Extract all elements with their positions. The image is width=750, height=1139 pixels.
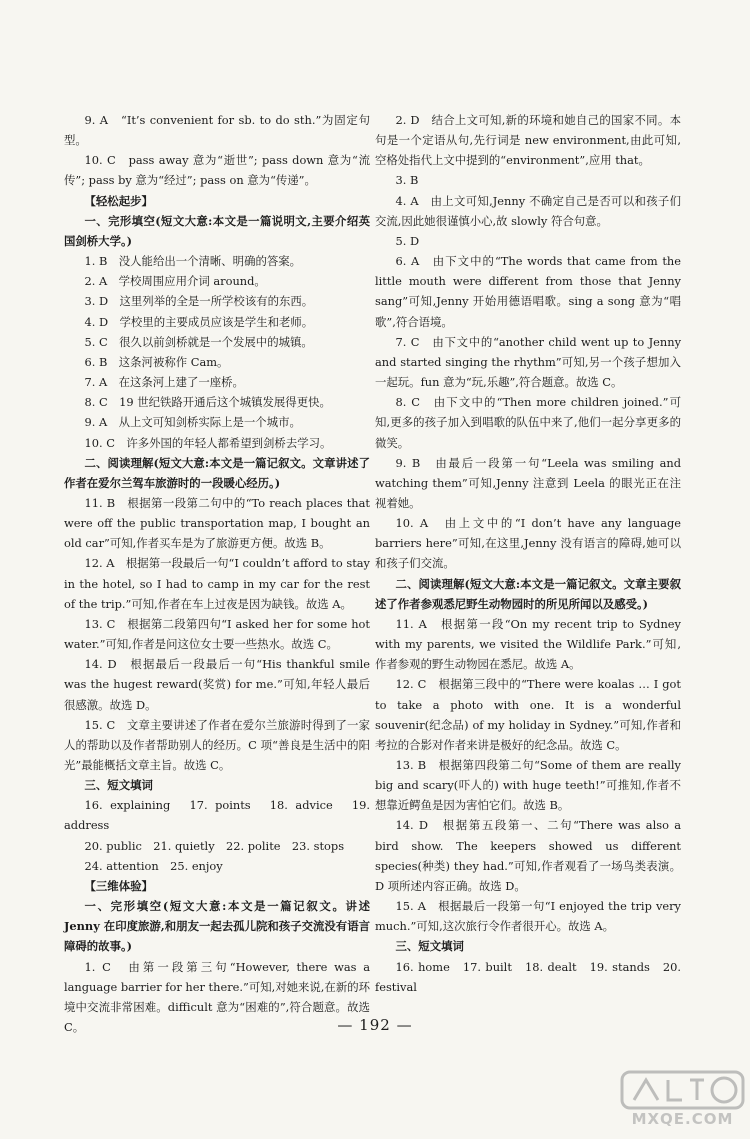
watermark-logo-mark bbox=[620, 1070, 745, 1110]
answer-paragraph: 5. D bbox=[395, 233, 420, 248]
answer-paragraph: 20. public 21. quietly 22. polite 23. stops bbox=[84, 838, 345, 853]
section-heading: 一、完形填空(短文大意:本文是一篇记叙文。讲述 Jenny 在印度旅游,和朋友一起去孤儿院和孩子交流没有语言障碍的故事。) bbox=[64, 899, 370, 954]
answer-paragraph: 10. C pass away 意为“逝世”; pass down 意为“流传”; pass by 意为“经过”; pass on 意为“传递”。 bbox=[64, 153, 370, 188]
answer-paragraph: 4. A 由上文可知,Jenny 不确定自己是否可以和孩子们交流,因此她很谨慎小心,故 slowly 符合句意。 bbox=[375, 193, 681, 228]
answer-paragraph: 7. A 在这条河上建了一座桥。 bbox=[84, 375, 244, 390]
section-heading: 【三维体验】 bbox=[84, 878, 153, 893]
answer-paragraph: 1. C 由第一段第三句“However, there was a language barrier for her there.”可知,对她来说,在新的环境中交流非常困难。difficult 意为“困难的”,符合题意。故选 C。 bbox=[64, 959, 370, 1035]
section-heading: 三、短文填词 bbox=[395, 939, 464, 954]
answer-paragraph: 16. home 17. built 18. dealt 19. stands 20. festival bbox=[375, 959, 681, 994]
right-column bbox=[375, 110, 681, 997]
answer-paragraph: 5. C 很久以前剑桥就是一个发展中的城镇。 bbox=[84, 334, 313, 349]
section-heading: 二、阅读理解(短文大意:本文是一篇记叙文。文章主要叙述了作者参观悉尼野生动物园时的所见所闻以及感受。) bbox=[375, 576, 681, 611]
answer-paragraph: 8. C 由下文中的“Then more children joined.”可知,更多的孩子加入到唱歌的队伍中来了,他们一起分享更多的微笑。 bbox=[375, 395, 681, 450]
answer-paragraph: 4. D 学校里的主要成员应该是学生和老师。 bbox=[84, 314, 314, 329]
answer-paragraph: 10. A 由上文中的“I don’t have any language barriers here”可知,在这里,Jenny 没有语言的障碍,她可以和孩子们交流。 bbox=[375, 516, 681, 571]
answer-paragraph: 2. D 结合上文可知,新的环境和她自己的国家不同。本句是一个定语从句,先行词是 new environment,由此可知,空格处指代上文中提到的“environment”,应用 that。 bbox=[375, 113, 681, 168]
answer-paragraph: 12. C 根据第三段中的“There were koalas … I got to take a photo with one. It is a wonderful souvenir(纪念品) of my holiday in Sydney.”可知,作者和考拉的合影对作者来讲是极好的纪念品。故选 C。 bbox=[375, 677, 681, 752]
answer-paragraph: 15. C 文章主要讲述了作者在爱尔兰旅游时得到了一家人的帮助以及作者帮助别人的经历。C 项“善良是生活中的阳光”最能概括文章主旨。故选 C。 bbox=[64, 717, 370, 772]
answer-paragraph: 11. B 根据第一段第二句中的“To reach places that were off the public transportation map, I bought an old car”可知,作者买车是为了旅游更方便。故选 B。 bbox=[64, 495, 370, 551]
section-heading: 【轻松起步】 bbox=[84, 193, 153, 208]
answer-paragraph: 1. B 没人能给出一个清晰、明确的答案。 bbox=[84, 254, 302, 269]
answer-paragraph: 3. B bbox=[395, 173, 419, 188]
answer-paragraph: 6. A 由下文中的“The words that came from the little mouth were different from those that Jenny sang”可知,Jenny 开始用德语唱歌。sing a song 意为“唱歌”,符合语境。 bbox=[375, 254, 681, 329]
answer-paragraph: 10. C 许多外国的年轻人都希望到剑桥去学习。 bbox=[84, 435, 332, 450]
answer-paragraph: 7. C 由下文中的“another child went up to Jenny and started singing the rhythm”可知,另一个孩子想加入一起玩。fun 意为“玩,乐趣”,符合题意。故选 C。 bbox=[375, 334, 681, 390]
answer-paragraph: 9. A “It’s convenient for sb. to do sth.”为固定句型。 bbox=[64, 113, 370, 148]
page-number: — 192 — bbox=[337, 1016, 413, 1034]
left-column bbox=[64, 110, 370, 1037]
section-heading: 三、短文填词 bbox=[84, 778, 153, 793]
answer-paragraph: 9. B 由最后一段第一句“Leela was smiling and watching them”可知,Jenny 注意到 Leela 的眼光正在注视着她。 bbox=[375, 455, 681, 510]
answer-paragraph: 2. A 学校周围应用介词 around。 bbox=[84, 274, 266, 289]
watermark-logo bbox=[620, 1070, 745, 1136]
answer-paragraph: 9. A 从上文可知剑桥实际上是一个城市。 bbox=[84, 415, 301, 430]
answer-paragraph: 16. explaining 17. points 18. advice 19. address bbox=[64, 798, 370, 833]
answer-paragraph: 3. D 这里列举的全是一所学校该有的东西。 bbox=[84, 294, 314, 309]
section-heading: 一、完形填空(短文大意:本文是一篇说明文,主要介绍英国剑桥大学。) bbox=[64, 213, 370, 248]
answer-paragraph: 14. D 根据第五段第一、二句“There was also a bird show. The keepers showed us different species(种类) they had.”可知,作者观看了一场鸟类表演。D 项所述内容正确。故选 D。 bbox=[375, 818, 681, 893]
watermark-url: MXQE.COM bbox=[631, 1110, 734, 1128]
answer-paragraph: 12. A 根据第一段最后一句“I couldn’t afford to stay in the hotel, so I had to camp in my car for the rest of the trip.”可知,作者在车上过夜是因为缺钱。故选 A。 bbox=[64, 556, 370, 611]
section-heading: 二、阅读理解(短文大意:本文是一篇记叙文。文章讲述了作者在爱尔兰驾车旅游时的一段暖心经历。) bbox=[64, 455, 370, 490]
answer-paragraph: 6. B 这条河被称作 Cam。 bbox=[84, 354, 229, 369]
answer-paragraph: 24. attention 25. enjoy bbox=[84, 858, 223, 873]
answer-paragraph: 13. C 根据第二段第四句“I asked her for some hot water.”可知,作者是问这位女士要一些热水。故选 C。 bbox=[64, 616, 370, 652]
answer-paragraph: 13. B 根据第四段第二句“Some of them are really big and scary(吓人的) with huge teeth!”可推知,作者不想靠近鳄鱼是因为害怕它们。故选 B。 bbox=[375, 758, 681, 813]
answer-paragraph: 15. A 根据最后一段第一句“I enjoyed the trip very much.”可知,这次旅行令作者很开心。故选 A。 bbox=[375, 899, 681, 934]
answer-paragraph: 11. A 根据第一段“On my recent trip to Sydney with my parents, we visited the Wildlife Park.”可知,作者参观的野生动物园在悉尼。故选 A。 bbox=[375, 616, 681, 672]
answer-paragraph: 14. D 根据最后一段最后一句“His thankful smile was the hugest reward(奖赏) for me.”可知,年轻人最后很感激。故选 D。 bbox=[64, 657, 370, 712]
answer-paragraph: 8. C 19 世纪铁路开通后这个城镇发展得更快。 bbox=[84, 395, 331, 410]
